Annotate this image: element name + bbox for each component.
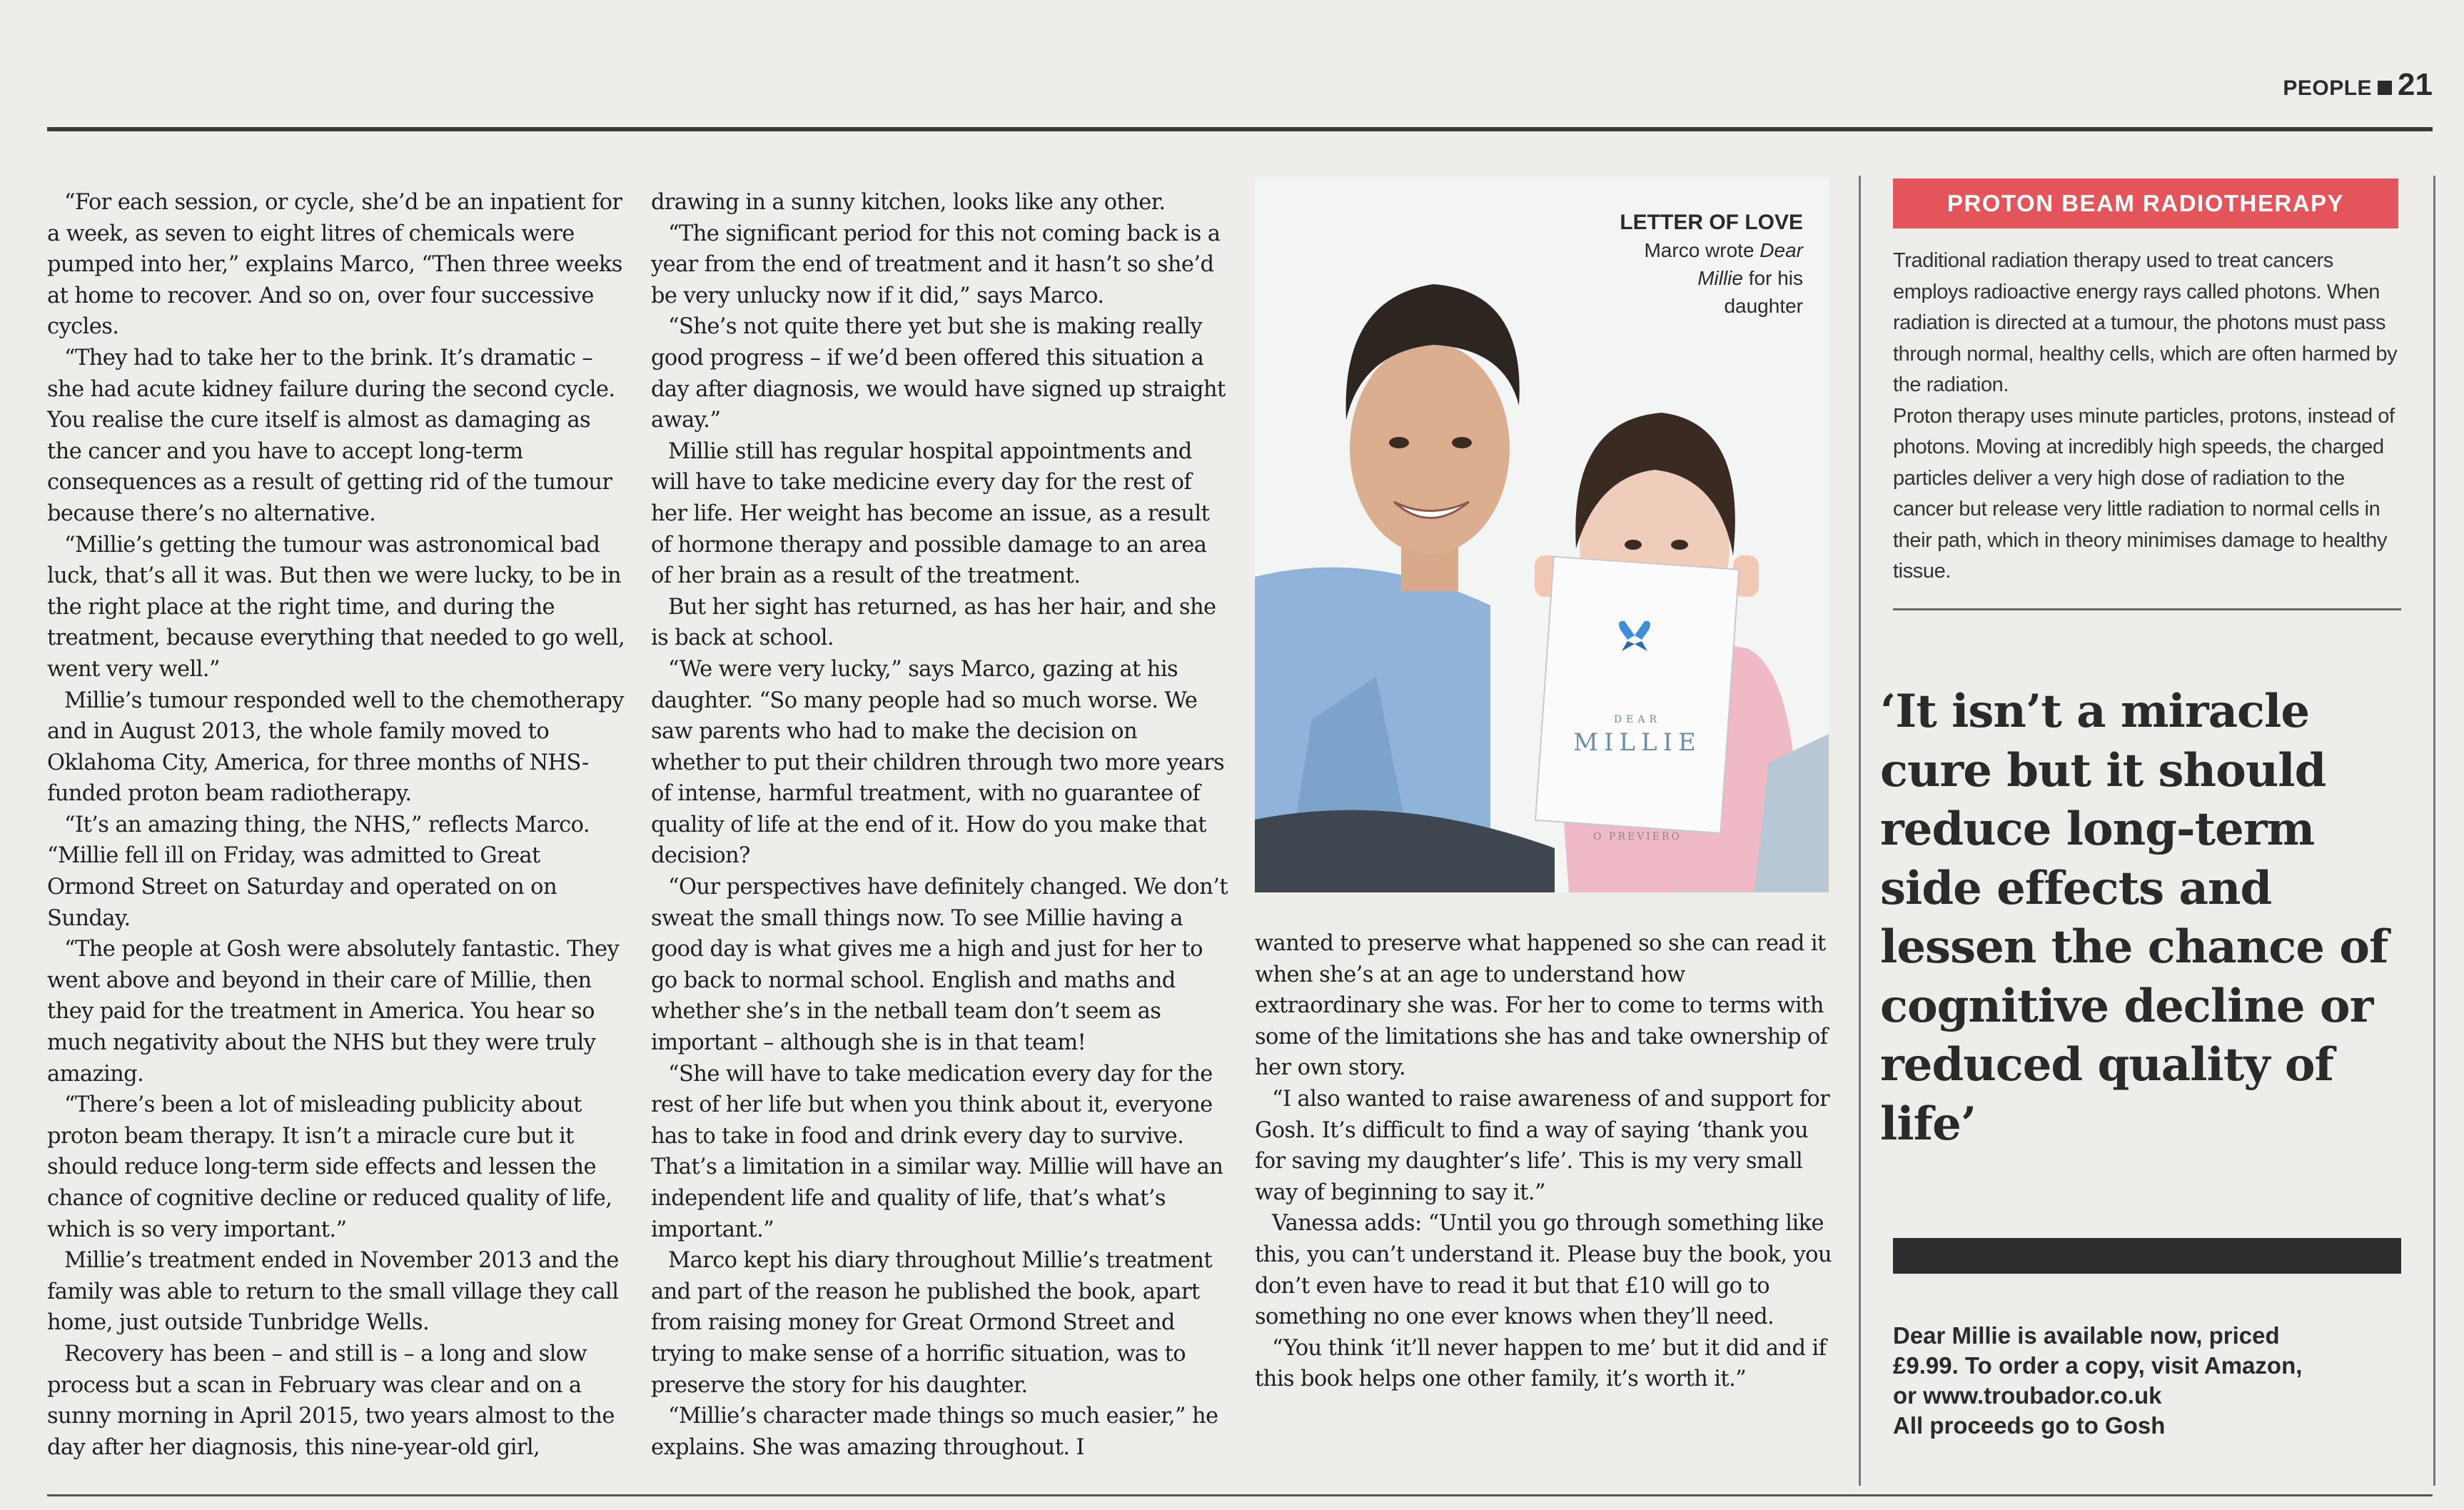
caption-title: LETTER OF LOVE [1620, 211, 1803, 234]
paragraph: But her sight has returned, as has her hair, and she is back at school. [651, 594, 1216, 651]
pull-quote-bar [1893, 1238, 2401, 1274]
paragraph: “I also wanted to raise awareness of and support for Gosh. It’s difficult to find a way of saying ‘thank you for saving my daughter’s life’. This is my very small way of beginning to say it.” [1255, 1086, 1830, 1205]
book-small-label: DEAR [1613, 714, 1662, 725]
paragraph: “You think ‘it’ll never happen to me’ but it did and if this book helps one other family, it’s worth it.” [1255, 1335, 1827, 1392]
promo-line: £9.99. To order a copy, visit Amazon, [1893, 1352, 2303, 1379]
caption-line: Millie for his [1697, 267, 1803, 289]
paragraph: Millie still has regular hospital appointments and will have to take medicine every day for the rest of her life. Her weight has become an issue, as a result of hormone therapy and possible damage to an area of her brain as a result of the treatment. [651, 438, 1210, 589]
paragraph: “Our perspectives have definitely changed. We don’t sweat the small things now. To see Millie having a good day is what gives me a high and just for her to go back to normal school. English and maths and whether she’s in the netball team don’t seem as important – although she is in that team! [651, 875, 1228, 1056]
sidebar [1859, 176, 2435, 1486]
caption-line: Marco wrote Dear [1644, 239, 1803, 261]
page-folio [2283, 67, 2433, 103]
paragraph: Vanessa adds: “Until you go through something like this, you can’t understand it. Please buy the book, you don’t even have to read it but that £10 will go to something no one ever knows when they’ll need. [1255, 1211, 1832, 1330]
factbox-title: PROTON BEAM RADIOTHERAPY [1893, 178, 2398, 228]
paragraph: “Millie’s character made things so much easier,” he explains. She was amazing throughout. I [651, 1404, 1218, 1460]
paragraph: “We were very lucky,” says Marco, gazing at his daughter. “So many people had so much worse. We saw parents who had to make the decision on whether to put their children through two more years of intense, harmful treatment, with no guarantee of quality of life at the end of it. How do you make that decision? [651, 656, 1225, 869]
paragraph: Recovery has been – and still is – a long and slow process but a scan in February was clear and on a sunny morning in April 2015, two years almost to the day after her diagnosis, this nine-year-old girl, [47, 1341, 615, 1460]
factbox-paragraph: Proton therapy uses minute particles, protons, instead of photons. Moving at incredibly high speeds, the charged particles deliver a very high dose of radiation to the cancer but release very little radiation to normal cells in their path, which in theory minimises damage to healthy tissue. [1893, 404, 2395, 583]
article-column-1 [47, 187, 627, 1463]
book-promo [1893, 1321, 2404, 1441]
paragraph: “She will have to take medication every day for the rest of her life but when you think about it, everyone has to take in food and drink every day to survive. That’s a limitation in a similar way. Millie will have an independent life and quality of life, that’s what’s important.” [651, 1061, 1223, 1242]
top-rule [47, 127, 2433, 131]
paragraph: “For each session, or cycle, she’d be an inpatient for a week, as seven to eight litres of chemicals were pumped into her,” explains Marco, “Then three weeks at home to recover. And so on, over four successive cycles. [47, 190, 622, 340]
paragraph: Marco kept his diary throughout Millie’s treatment and part of the reason he published the book, apart from raising money for Great Ormond Street and trying to make sense of a horrific situation, was to preserve the story for his daughter. [651, 1248, 1213, 1398]
section-label: PEOPLE [2283, 76, 2373, 100]
promo-line: All proceeds go to Gosh [1893, 1412, 2166, 1439]
article-column-2 [651, 187, 1231, 1463]
factbox-paragraph: Traditional radiation therapy used to treat cancers employs radioactive energy rays called photons. When radiation is directed at a tumour, the photons must pass through normal, healthy cells, which are often harmed by the radiation. [1893, 249, 2398, 396]
pull-quote: ‘It isn’t a miracle cure but it should reduce long-term side effects and lessen the chance of cognitive decline or reduced quality of life’ [1880, 685, 2388, 1151]
paragraph: Millie’s treatment ended in November 2013 and the family was able to return to the small village they call home, just outside Tunbridge Wells. [47, 1248, 619, 1336]
folio-square-icon [2378, 81, 2392, 95]
page-number: 21 [2398, 67, 2433, 102]
paragraph: “There’s been a lot of misleading publicity about proton beam therapy. It isn’t a miracle cure but it should reduce long-term side effects and lessen the chance of cognitive decline or reduced quality of life, which is so very important.” [47, 1092, 612, 1242]
bottom-rule [47, 1494, 2433, 1496]
paragraph: Millie’s tumour responded well to the chemotherapy and in August 2013, the whole family moved to Oklahoma City, America, for three months of NHS-funded proton beam radiotherapy. [47, 688, 624, 807]
paragraph: “Millie’s getting the tumour was astronomical bad luck, that’s all it was. But then we were lucky, to be in the right place at the right time, and during the treatment, because everything that needed to go well, went very well.” [47, 532, 625, 682]
paragraph: drawing in a sunny kitchen, looks like any other. [651, 190, 1166, 215]
paragraph: “It’s an amazing thing, the NHS,” reflects Marco. “Millie fell ill on Friday, was admitted to Great Ormond Street on Saturday and operated on on Sunday. [47, 812, 590, 931]
caption-line: daughter [1724, 295, 1803, 317]
article-column-3 [1255, 928, 1833, 1395]
paragraph: “The people at Gosh were absolutely fantastic. They went above and beyond in their care of Millie, then they paid for the treatment in America. You hear so much negativity about the NHS but they were truly amazing. [47, 937, 620, 1087]
sidebar-left-rule [1859, 176, 1861, 1486]
paragraph: “The significant period for this not coming back is a year from the end of treatment and it hasn’t so she’d be very unlucky now if it did,” says Marco. [651, 221, 1221, 308]
factbox-text [1893, 246, 2404, 588]
paragraph: “They had to take her to the brink. It’s dramatic – she had acute kidney failure during the second cycle. You realise the cure itself is almost as damaging as the cancer and you have to accept long-term consequences as a result of getting rid of the tumour because there’s no alternative. [47, 345, 615, 526]
book-title: MILLIE [1573, 728, 1702, 757]
promo-line: or www.troubador.co.uk [1893, 1382, 2162, 1409]
paragraph: “She’s not quite there yet but she is making really good progress – if we’d been offered this situation a day after diagnosis, we would have signed up straight away.” [651, 314, 1226, 433]
article-photo [1255, 177, 1829, 892]
photo-caption [1620, 208, 1803, 320]
factbox-divider [1893, 608, 2401, 610]
promo-line: Dear Millie is available now, priced [1893, 1322, 2280, 1349]
paragraph: wanted to preserve what happened so she can read it when she’s at an age to understand how extraordinary she was. For her to come to terms with some of the limitations she has and take ownership of her own story. [1255, 931, 1828, 1081]
sidebar-right-rule [2433, 176, 2435, 1486]
book-author: O PREVIERO [1593, 831, 1682, 842]
